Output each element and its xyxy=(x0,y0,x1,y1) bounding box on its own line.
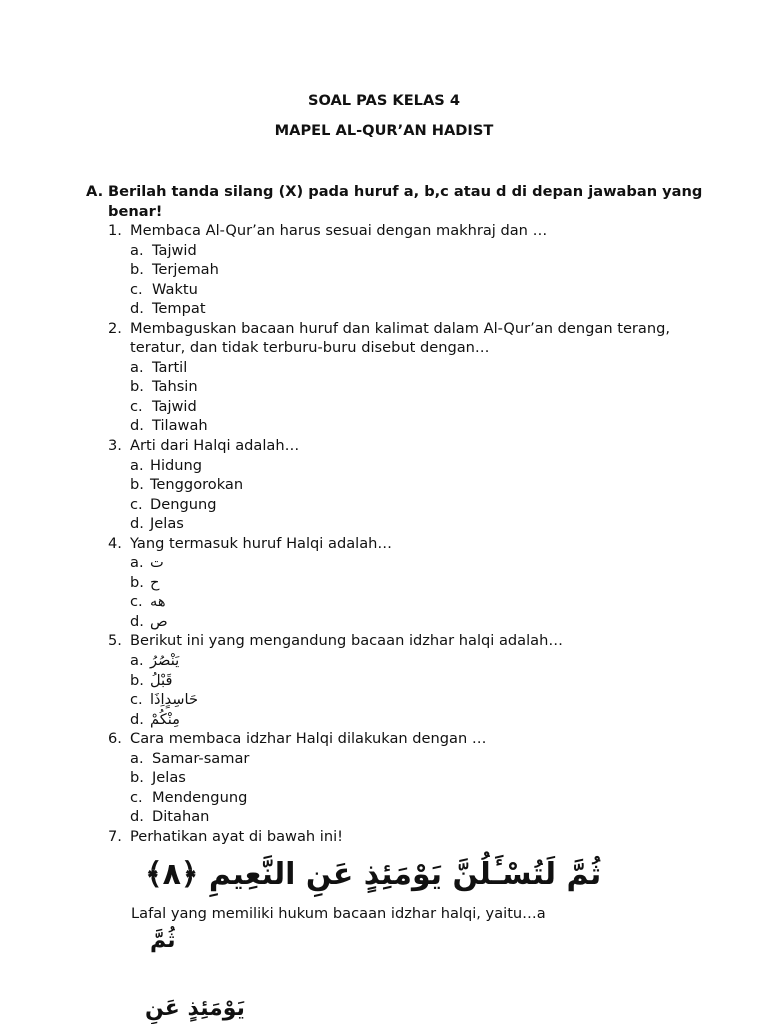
question-1 xyxy=(108,221,708,319)
option-d xyxy=(130,514,708,534)
option-label: b. xyxy=(130,476,144,494)
option-text: هه xyxy=(150,593,166,611)
option-c xyxy=(130,690,708,710)
option-label: a. xyxy=(130,241,144,259)
option-text: Hidung xyxy=(150,456,203,474)
option-label: a. xyxy=(130,749,144,767)
option-label: c. xyxy=(130,397,143,415)
question-number: 2. xyxy=(108,319,122,337)
option-label: b. xyxy=(130,573,144,591)
option-text: Tempat xyxy=(152,300,206,318)
option-label: c. xyxy=(130,495,143,513)
option-text: Tahsin xyxy=(152,378,198,396)
question-7-answer-b: يَوْمَئِذٍ عَنِ xyxy=(145,996,245,1021)
option-text: يَنْصُرُ xyxy=(150,652,180,670)
option-c xyxy=(130,495,708,515)
question-text: Yang termasuk huruf Halqi adalah… xyxy=(130,534,392,552)
question-list xyxy=(108,221,708,847)
option-label: a. xyxy=(130,358,144,376)
option-label: d. xyxy=(130,612,144,630)
question-3 xyxy=(108,436,708,534)
question-number: 3. xyxy=(108,437,122,455)
option-text: Tartil xyxy=(152,358,188,376)
option-label: d. xyxy=(130,515,144,533)
option-label: d. xyxy=(130,710,144,728)
option-label: c. xyxy=(130,788,143,806)
question-number: 4. xyxy=(108,534,122,552)
quran-verse: ثُمَّ لَتُسْـَٔلُنَّ يَوْمَئِذٍ عَنِ النَّعِيمِ ﴿٨﴾ xyxy=(145,857,602,892)
option-a xyxy=(130,358,708,378)
option-label: a. xyxy=(130,652,144,670)
option-text: Tajwid xyxy=(152,241,197,259)
option-a xyxy=(130,553,708,573)
question-7-prompt: Lafal yang memiliki hukum bacaan idzhar halqi, yaitu…a xyxy=(131,905,546,922)
option-a xyxy=(130,456,708,476)
option-label: a. xyxy=(130,456,144,474)
question-number: 1. xyxy=(108,222,122,239)
question-text: Membaguskan bacaan huruf dan kalimat dalam Al-Qur’an dengan terang, teratur, dan tidak terburu-buru disebut dengan… xyxy=(130,319,671,357)
section-a-instruction xyxy=(86,182,706,222)
page-title: SOAL PAS KELAS 4 xyxy=(307,92,461,109)
option-d xyxy=(130,710,708,730)
option-b xyxy=(130,768,708,788)
option-label: b. xyxy=(130,769,144,787)
question-text: Perhatikan ayat di bawah ini! xyxy=(130,827,344,845)
option-b xyxy=(130,260,708,280)
option-b xyxy=(130,573,708,593)
option-a xyxy=(130,749,708,769)
option-text: Tajwid xyxy=(152,397,197,415)
question-text: Cara membaca idzhar Halqi dilakukan dengan … xyxy=(130,730,487,748)
option-text: Tenggorokan xyxy=(150,476,244,494)
option-label: c. xyxy=(130,593,143,611)
option-label: b. xyxy=(130,261,144,279)
option-label: c. xyxy=(130,691,143,709)
option-b xyxy=(130,475,708,495)
option-text: ت xyxy=(150,554,164,572)
option-a xyxy=(130,241,708,261)
option-text: Jelas xyxy=(152,769,186,787)
question-6 xyxy=(108,729,708,827)
option-c xyxy=(130,788,708,808)
question-2 xyxy=(108,319,708,436)
option-label: c. xyxy=(130,280,143,298)
option-label: a. xyxy=(130,554,144,572)
option-label: d. xyxy=(130,300,144,318)
option-a xyxy=(130,651,708,671)
section-letter: A. xyxy=(86,183,104,200)
option-text: Mendengung xyxy=(152,788,248,806)
option-d xyxy=(130,612,708,632)
question-7 xyxy=(108,827,708,847)
option-d xyxy=(130,299,708,319)
option-b xyxy=(130,671,708,691)
instruction-text: Berilah tanda silang (X) pada huruf a, b,c atau d di depan jawaban yang benar! xyxy=(108,183,703,220)
option-label: b. xyxy=(130,671,144,689)
option-text: Samar-samar xyxy=(152,749,250,767)
question-number: 6. xyxy=(108,730,122,748)
option-text: مِنْكُمْ xyxy=(150,710,180,728)
option-text: حَاسِدٍاِذَا xyxy=(150,691,198,709)
option-text: Tilawah xyxy=(152,417,208,435)
question-text: Membaca Al-Qur’an harus sesuai dengan makhraj dan … xyxy=(130,222,548,239)
option-text: Waktu xyxy=(152,280,198,298)
option-text: ص xyxy=(150,612,168,630)
question-4 xyxy=(108,534,708,632)
page-subtitle: MAPEL AL-QUR’AN HADIST xyxy=(274,122,494,139)
option-label: d. xyxy=(130,808,144,826)
question-7-answer-a: ثُمَّ xyxy=(150,928,176,953)
option-c xyxy=(130,397,708,417)
option-text: Jelas xyxy=(150,515,184,533)
option-d xyxy=(130,807,708,827)
option-text: Dengung xyxy=(150,495,217,513)
question-text: Berikut ini yang mengandung bacaan idzhar halqi adalah… xyxy=(130,632,563,650)
option-text: Terjemah xyxy=(152,261,219,279)
option-text: قَبْلُ xyxy=(150,671,173,689)
question-number: 7. xyxy=(108,827,122,845)
option-label: d. xyxy=(130,417,144,435)
option-text: ح xyxy=(150,573,160,591)
question-number: 5. xyxy=(108,632,122,650)
option-b xyxy=(130,377,708,397)
question-5 xyxy=(108,631,708,729)
question-text: Arti dari Halqi adalah… xyxy=(130,437,300,455)
option-c xyxy=(130,280,708,300)
option-d xyxy=(130,416,708,436)
option-text: Ditahan xyxy=(152,808,210,826)
option-c xyxy=(130,592,708,612)
option-label: b. xyxy=(130,378,144,396)
